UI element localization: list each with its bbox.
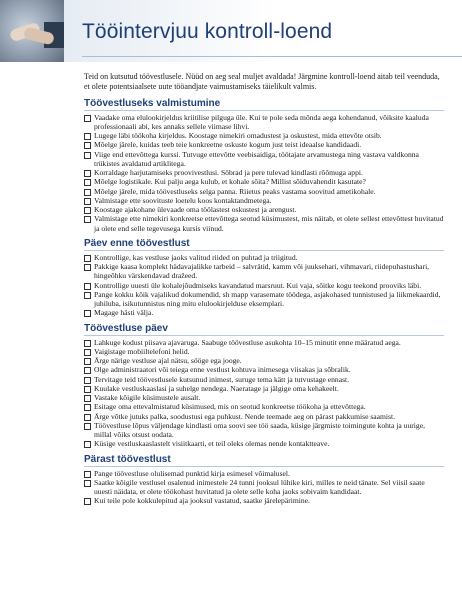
checklist-item-text: Kuulake vestluskaaslasi ja suhelge nendega. Naeratage ja jälgige oma kehakeelt.	[94, 383, 339, 393]
checklist-item	[84, 262, 444, 281]
checklist-item-text: Kontrollige, kas vestluse jaoks valitud riided on puhtad ja triigitud.	[94, 252, 298, 262]
checklist-item	[84, 384, 444, 393]
checklist	[84, 469, 444, 506]
checklist-item-text: Ärge võtke jutuks palka, soodustusi ega puhkust. Nende teemade aeg on pärast pakkumise saamist.	[94, 411, 396, 421]
checklist-item	[84, 196, 444, 205]
checklist-item	[84, 113, 444, 132]
checkbox[interactable]	[84, 152, 91, 159]
checklist-item-text: Pakkige kaasa komplekt hädavajalikke tarbeid – salvrätid, kamm või juuksehari, vihmavari, riidepuhastushari, hingeõhku värskendavad dražeed.	[94, 262, 430, 281]
checklist-item	[84, 140, 444, 149]
checklist-item-text: Mõelge järele, kuidas teeb teie konkreetne oskuste kogum just teist ideaalse kandidaadi.	[94, 140, 362, 150]
checklist-item-text: Kontrollige uuesti üle kohalejõudmiseks kavandatud marsruut. Kui vaja, sõitke kogu teekond prooviks läbi.	[94, 280, 422, 290]
checkbox[interactable]	[84, 216, 91, 223]
checkbox[interactable]	[84, 310, 91, 317]
checklist-item-text: Vaadake oma elulookirjeldus kriitilise pilguga üle. Kui te pole seda mõnda aega kohendanud, võiksite kaaluda professionaali abi, kes annaks sellele viimase lihvi.	[94, 112, 429, 131]
checklist-item-text: Vastake kõigile küsimustele ausalt.	[94, 393, 201, 403]
checklist-item	[84, 308, 444, 317]
handshake-photo	[0, 0, 64, 62]
checklist-item	[84, 131, 444, 140]
checkbox[interactable]	[84, 471, 91, 478]
checkbox[interactable]	[84, 377, 91, 384]
checkbox[interactable]	[84, 340, 91, 347]
checkbox[interactable]	[84, 198, 91, 205]
checklist-item	[84, 168, 444, 177]
checkbox[interactable]	[84, 189, 91, 196]
checkbox[interactable]	[84, 423, 91, 430]
section-title: Töövestluse päev	[84, 323, 444, 336]
checklist-item	[84, 187, 444, 196]
checklist-item	[84, 496, 444, 505]
checklist-item-text: Olge administraatori või teiega enne vestlust kohtuva inimesega viisakas ja sõbralik.	[94, 365, 351, 375]
checklist-item-text: Esitage oma ettevalmistatud küsimused, mis on seotud konkreetse töökoha ja ettevõttega.	[94, 402, 366, 412]
checklist-item-text: Lugege läbi töökoha kirjeldus. Koostage nimekiri omadustest ja oskustest, mida ettevõte otsib.	[94, 131, 382, 141]
checklist-item-text: Koostage ajakohane ülevaade oma töölastest oskustest ja arengust.	[94, 205, 297, 215]
checklist-item	[84, 356, 444, 365]
checklist-item-text: Valmistage ette soovituste loetelu koos kontaktandmetega.	[94, 195, 272, 205]
checklist-item-text: Ärge närige vestluse ajal nätsu, sööge ega jooge.	[94, 356, 242, 366]
checklist-item	[84, 290, 444, 309]
checklist	[84, 338, 444, 449]
checklist-item	[84, 338, 444, 347]
checklist-item	[84, 281, 444, 290]
checklist-item	[84, 393, 444, 402]
section-title: Päev enne töövestlust	[84, 238, 444, 251]
content-area	[84, 72, 444, 511]
checkbox[interactable]	[84, 179, 91, 186]
checklist-item	[84, 402, 444, 411]
checklist-item	[84, 253, 444, 262]
checkbox[interactable]	[84, 404, 91, 411]
checklist-section	[84, 454, 444, 506]
checklist-item	[84, 439, 444, 448]
checklist-item	[84, 214, 444, 233]
checklist-item-text: Mõelge järele, mida töövestluseks selga panna. Riietus peaks vastama soovitud ametikohale.	[94, 186, 376, 196]
intro-paragraph: Teid on kutsutud töövestlusele. Nüüd on aeg seal muljet avaldada! Järgmine kontroll-loend aitab teil veenduda, et olete potentsiaalsete uute tööandjate vaimustamiseks täielikult valmis.	[84, 72, 440, 91]
checkbox[interactable]	[84, 170, 91, 177]
checklist	[84, 253, 444, 318]
checklist-item-text: Töövestluse lõpus väljendage kindlasti oma soovi see töö saada, küsige järgmiste toimingute kohta ja uurige, millal võiks otsust oodata.	[94, 420, 425, 440]
checkbox[interactable]	[84, 255, 91, 262]
checkbox[interactable]	[84, 283, 91, 290]
checklist-item-text: Lahkuge kodust piisava ajavaruga. Saabuge töövestluse asukohta 10–15 minutit enne määratud aega.	[94, 337, 401, 347]
checkbox[interactable]	[84, 264, 91, 271]
checklist-item-text: Küsige vestluskaaslastelt visiitkaarti, et teil oleks olemas nende kontaktteave.	[94, 439, 330, 449]
checklist-item	[84, 412, 444, 421]
page-title: Tööintervjuu kontroll-loend	[82, 20, 333, 43]
checkbox[interactable]	[84, 292, 91, 299]
checkbox[interactable]	[84, 358, 91, 365]
title-divider	[82, 56, 462, 57]
checklist-item-text: Saatke kõigile vestlusel osalenud inimestele 24 tunni jooksul lühike kiri, milles te neid tänate. Sel viisil saate uuesti näidata, et olete töökohast huvitatud ja olete selle koha jaoks sobivaim kandidaat.	[94, 477, 425, 497]
checkbox[interactable]	[84, 414, 91, 421]
checklist-item	[84, 365, 444, 374]
checklist-sections	[84, 98, 444, 506]
checklist-item-text: Valmistage ette nimekiri konkreetse ettevõttega seotud küsimustest, mis näitab, et olete sellest ettevõttest huvitatud ja olete end selle tegevusega kursis viinud.	[94, 214, 444, 233]
checklist-section	[84, 238, 444, 318]
checklist-item-text: Pange kokku kõik vajalikud dokumendid, sh mapp varasemate töödega, asjakohased tunnistused ja liikmekaardid, juhiluba, isikutunnistus ning mitu elulookirjelduse eksemplari.	[94, 289, 441, 309]
checkbox[interactable]	[84, 133, 91, 140]
checklist-item-text: Korraldage harjutamiseks proovivestlusi. Sõbrad ja pere tulevad kindlasti rõõmuga appi.	[94, 168, 363, 178]
checklist-item-text: Kui teile pole kokkulepitud aja jooksul vastatud, saatke järelepärimine.	[94, 496, 310, 506]
checkbox[interactable]	[84, 207, 91, 214]
checklist-item-text: Vaigistage mobiiltelefoni helid.	[94, 346, 190, 356]
checklist-item	[84, 347, 444, 356]
header-banner	[0, 0, 462, 62]
checklist-item	[84, 205, 444, 214]
checkbox[interactable]	[84, 441, 91, 448]
checklist-item	[84, 177, 444, 186]
checkbox[interactable]	[84, 480, 91, 487]
checklist-section	[84, 98, 444, 233]
checkbox[interactable]	[84, 386, 91, 393]
checkbox[interactable]	[84, 395, 91, 402]
checklist-item-text: Tervitage teid töövestlusele kutsunud inimest, suruge tema kätt ja tutvustage ennast.	[94, 374, 350, 384]
checkbox[interactable]	[84, 498, 91, 505]
checkbox[interactable]	[84, 142, 91, 149]
checklist-item-text: Pange töövestluse olulisemad punktid kirja esimesel võimalusel.	[94, 468, 290, 478]
checklist-item	[84, 421, 444, 440]
checklist-item-text: Viige end ettevõttega kurssi. Tutvuge ettevõtte veebisaidiga, töötajate arvamustega ning vastava valdkonna trükistes avaldatud artiklitega.	[94, 149, 419, 168]
checkbox[interactable]	[84, 115, 91, 122]
checklist-item	[84, 469, 444, 478]
checklist-item	[84, 375, 444, 384]
checklist-item	[84, 478, 444, 497]
section-title: Töövestluseks valmistumine	[84, 98, 444, 111]
checklist-item-text: Mõelge logistikale. Kui palju aega kulub, et kohale sõita? Millist sõiduvahendit kasutate?	[94, 177, 366, 187]
checklist-item	[84, 150, 444, 169]
checkbox[interactable]	[84, 367, 91, 374]
checklist-section	[84, 323, 444, 449]
checklist-item-text: Magage hästi välja.	[94, 308, 154, 318]
section-title: Pärast töövestlust	[84, 454, 444, 467]
checkbox[interactable]	[84, 349, 91, 356]
checklist	[84, 113, 444, 233]
